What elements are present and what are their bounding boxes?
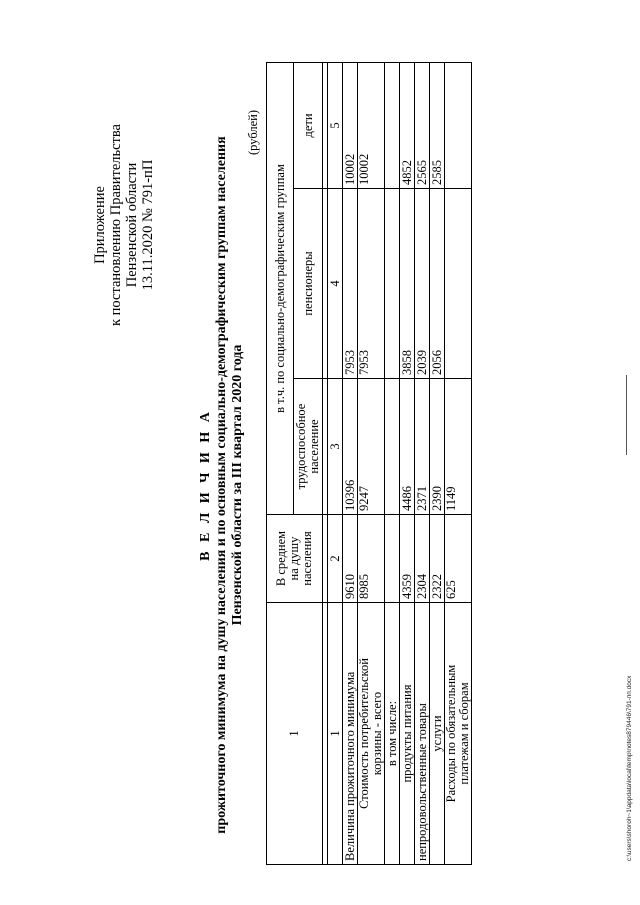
cell-working: 2390 xyxy=(430,379,445,515)
cell-average: 625 xyxy=(445,515,472,603)
col-number-5: 5 xyxy=(328,62,343,188)
row-label xyxy=(445,603,472,865)
row-label xyxy=(358,603,385,865)
table-row xyxy=(400,62,415,864)
title-line3: Пензенской области за III квартал 2020 года xyxy=(230,344,245,626)
table-row xyxy=(343,62,358,864)
appendix-date: 13.11.2020 № 791-пП xyxy=(140,159,156,291)
cell-children: 4852 xyxy=(400,62,415,188)
header-working xyxy=(294,379,323,515)
row-label: непродовольственные товары xyxy=(415,603,430,865)
cell-average: 9610 xyxy=(343,515,358,603)
header-row-1 xyxy=(267,62,294,864)
cell-pensioners: 2056 xyxy=(430,189,445,379)
row-label: в том числе: xyxy=(385,603,400,865)
document-title xyxy=(198,85,246,885)
title-line1: В Е Л И Ч И Н А xyxy=(198,409,213,561)
col-number-2: 2 xyxy=(328,515,343,603)
cell-average: 2322 xyxy=(430,515,445,603)
row-label-line2: платежам и сборам xyxy=(457,682,471,785)
header-children: дети xyxy=(294,62,323,188)
subsistence-table xyxy=(266,62,472,865)
cell-pensioners xyxy=(385,189,400,379)
col-number-1: 1 xyxy=(328,603,343,865)
cell-working: 10396 xyxy=(343,379,358,515)
appendix-line2: к постановлению Правительства xyxy=(108,124,124,326)
table-row xyxy=(430,62,445,864)
row-label-line2: корзины - всего xyxy=(370,691,384,776)
cell-working: 9247 xyxy=(358,379,385,515)
file-path: c:\users\shoroh~1\appdata\local\temp\notes879446\791-пп.docx xyxy=(626,675,633,861)
cell-average xyxy=(385,515,400,603)
table-row xyxy=(415,62,430,864)
number-row xyxy=(328,62,343,864)
cell-children: 10002 xyxy=(358,62,385,188)
appendix-block xyxy=(92,105,156,345)
units-label: (рублей) xyxy=(246,109,260,155)
title-line2: прожиточного минимума на душу населения и по основным социально-демографическим группам населения xyxy=(214,136,229,834)
col-number-3: 3 xyxy=(328,379,343,515)
col-number-4: 4 xyxy=(328,189,343,379)
cell-average: 8985 xyxy=(358,515,385,603)
header-col1: 1 xyxy=(267,603,323,865)
header-working-line1: трудоспособное xyxy=(294,403,308,490)
header-working-line2: население xyxy=(307,419,321,474)
header-average-line2: на душу xyxy=(287,536,301,581)
cell-pensioners: 7953 xyxy=(358,189,385,379)
row-label: услуги xyxy=(430,603,445,865)
header-average-line1: В среднем xyxy=(274,530,288,587)
cell-children: 2565 xyxy=(415,62,430,188)
cell-pensioners: 7953 xyxy=(343,189,358,379)
cell-pensioners: 2039 xyxy=(415,189,430,379)
appendix-line3: Пензенской области xyxy=(124,162,140,288)
cell-working: 4486 xyxy=(400,379,415,515)
footer-divider xyxy=(626,375,627,455)
cell-children: 10002 xyxy=(343,62,358,188)
table-row xyxy=(358,62,385,864)
cell-pensioners xyxy=(445,189,472,379)
cell-working: 2371 xyxy=(415,379,430,515)
cell-working: 1149 xyxy=(445,379,472,515)
cell-pensioners: 3858 xyxy=(400,189,415,379)
appendix-line1: Приложение xyxy=(92,186,108,264)
table-row xyxy=(445,62,472,864)
header-group: в т.ч. по социально-демографическим группам xyxy=(267,62,294,514)
row-label-line1: Стоимость потребительской xyxy=(357,658,371,809)
cell-children: 2585 xyxy=(430,62,445,188)
header-pensioners: пенсионеры xyxy=(294,189,323,379)
cell-average: 4359 xyxy=(400,515,415,603)
cell-working xyxy=(385,379,400,515)
row-label-line1: Расходы по обязательным xyxy=(444,664,458,803)
cell-average: 2304 xyxy=(415,515,430,603)
header-average-line3: населения xyxy=(300,531,314,586)
row-label: Величина прожиточного минимума xyxy=(343,603,358,865)
cell-children xyxy=(385,62,400,188)
table-row xyxy=(385,62,400,864)
header-average xyxy=(267,515,323,603)
cell-children xyxy=(445,62,472,188)
row-label: продукты питания xyxy=(400,603,415,865)
